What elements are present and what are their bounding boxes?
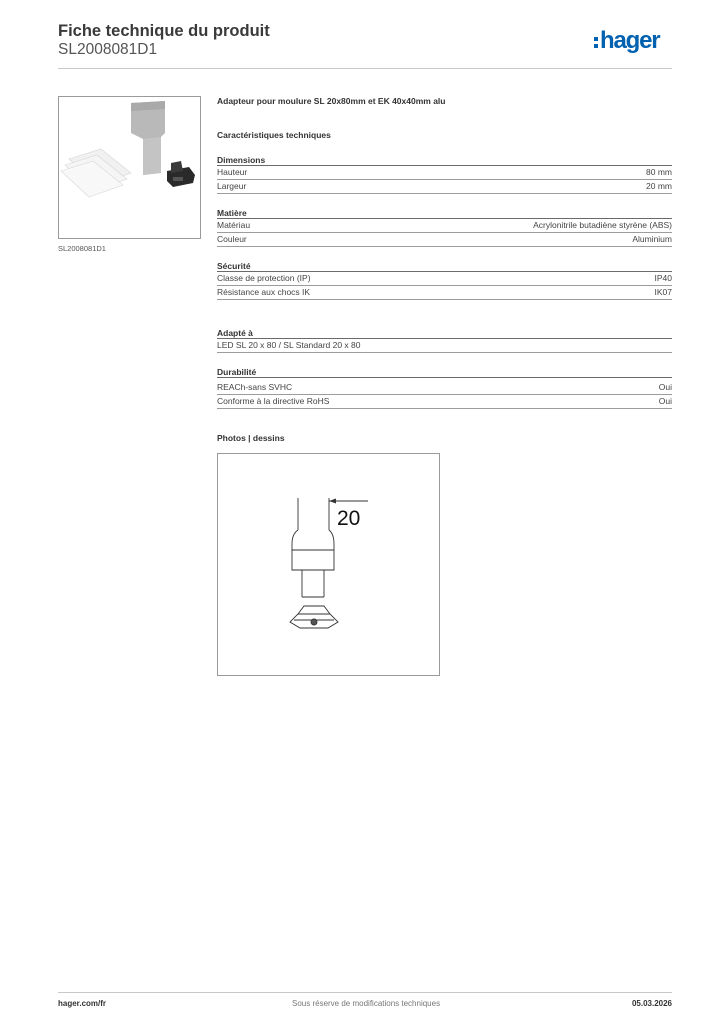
group-adapte [217, 328, 672, 353]
group-dimensions [217, 155, 672, 194]
row-label: REACh-sans SVHC [217, 382, 293, 392]
page-title: Fiche technique du produit [58, 22, 270, 40]
product-reference: SL2008081D1 [58, 41, 158, 58]
end-clip-icon [167, 161, 195, 187]
row-label: Conforme à la directive RoHS [217, 396, 330, 406]
photos-heading: Photos | dessins [217, 433, 285, 443]
row-value: Oui [658, 396, 672, 406]
footer-date: 05.03.2026 [631, 999, 672, 1008]
table-row [217, 272, 672, 286]
row-value: Oui [658, 382, 672, 392]
group-title: Dimensions [217, 155, 672, 166]
footer-notice: Sous réserve de modifications techniques [292, 999, 441, 1008]
row-value: Aluminium [632, 234, 672, 244]
row-label: Classe de protection (IP) [217, 273, 311, 283]
table-row [217, 339, 672, 353]
row-value: IP40 [654, 273, 672, 283]
group-matiere [217, 208, 672, 247]
footer-divider [58, 992, 672, 993]
row-label: LED SL 20 x 80 / SL Standard 20 x 80 [217, 340, 361, 350]
header-divider [58, 68, 672, 69]
dimension-label: 20 [337, 507, 361, 530]
row-label: Largeur [217, 181, 247, 191]
product-photo-caption: SL2008081D1 [58, 244, 106, 253]
table-row [217, 381, 672, 395]
group-title: Matière [217, 208, 672, 219]
row-value: IK07 [654, 287, 672, 297]
row-label: Couleur [217, 234, 247, 244]
row-label: Matériau [217, 220, 251, 230]
row-value: Acrylonitrile butadiène styrène (ABS) [533, 220, 672, 230]
row-label: Résistance aux chocs IK [217, 287, 311, 297]
table-row [217, 219, 672, 233]
row-label: Hauteur [217, 167, 248, 177]
row-value: 20 mm [646, 181, 672, 191]
group-title: Sécurité [217, 261, 672, 272]
product-photo [58, 96, 201, 239]
specs-heading: Caractéristiques techniques [217, 130, 331, 140]
film-sheets-icon [61, 149, 131, 197]
table-row [217, 286, 672, 300]
footer-website-link[interactable]: hager.com/fr [58, 999, 107, 1008]
technical-drawing-image [218, 454, 439, 675]
table-row [217, 395, 672, 409]
product-description: Adapteur pour moulure SL 20x80mm et EK 40x40mm alu [217, 96, 446, 106]
table-row [217, 166, 672, 180]
logo-text: hager [600, 27, 660, 54]
technical-drawing [217, 453, 440, 676]
logo-colon-icon [594, 29, 598, 49]
row-value: 80 mm [646, 167, 672, 177]
group-durabilite [217, 367, 672, 409]
table-row [217, 233, 672, 247]
group-title: Durabilité [217, 367, 672, 378]
adapter-body-icon [131, 101, 165, 175]
group-title: Adapté à [217, 328, 672, 339]
technical-content [217, 96, 672, 409]
hager-logo[interactable] [594, 29, 659, 53]
table-row [217, 180, 672, 194]
product-photo-image [59, 97, 200, 238]
group-securite [217, 261, 672, 300]
